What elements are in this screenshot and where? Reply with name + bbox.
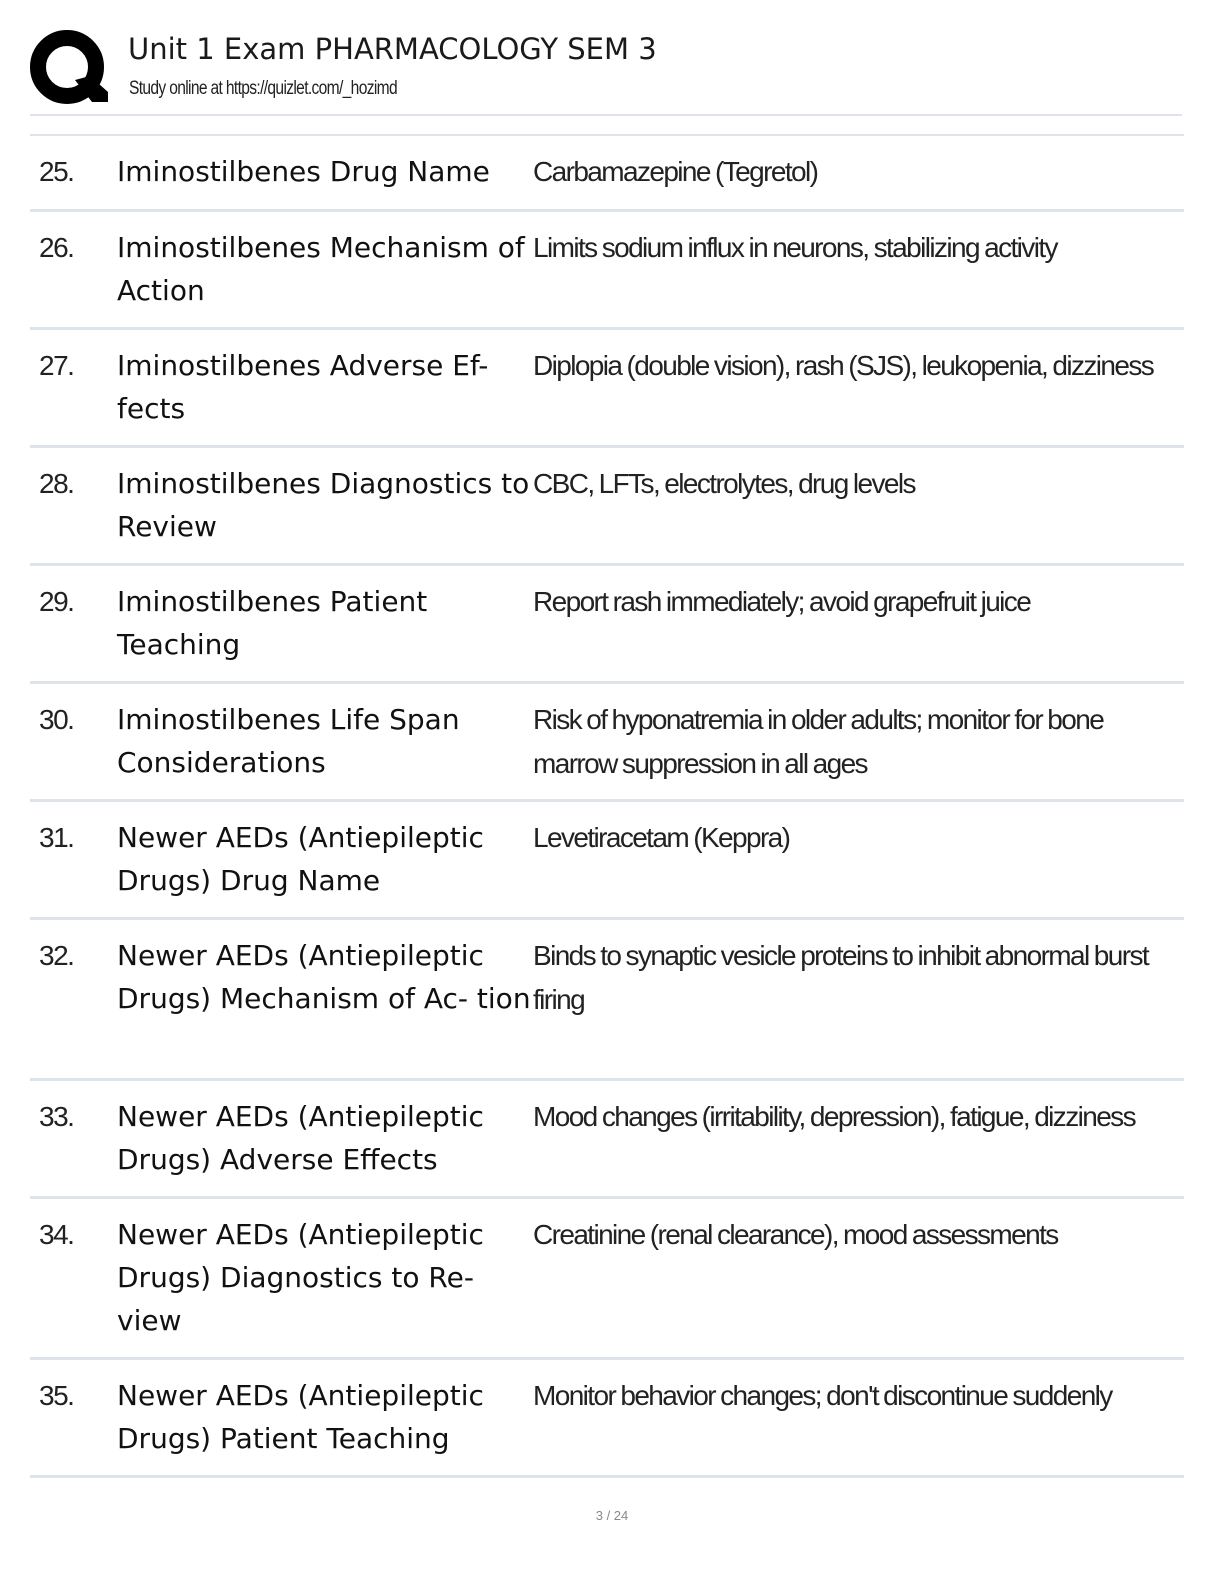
card-definition: Levetiracetam (Keppra) bbox=[533, 822, 790, 853]
card-number: 31. bbox=[39, 822, 74, 853]
card-number: 32. bbox=[39, 940, 74, 971]
card-number: 33. bbox=[39, 1101, 74, 1132]
page-number: 3 / 24 bbox=[595, 1508, 629, 1523]
card-definition: CBC, LFTs, electrolytes, drug levels bbox=[533, 468, 915, 499]
card-term: Iminostilbenes Adverse Ef- fects bbox=[117, 349, 489, 425]
card-number: 30. bbox=[39, 704, 74, 735]
card-term: Newer AEDs (Antiepileptic Drugs) Diagnostics to Re- view bbox=[117, 1218, 484, 1337]
card-definition: Diplopia (double vision), rash (SJS), leukopenia, dizziness bbox=[533, 350, 1154, 381]
card-row bbox=[30, 448, 1184, 566]
card-row bbox=[30, 212, 1184, 330]
flashcard-list bbox=[30, 134, 1184, 1478]
card-row bbox=[30, 330, 1184, 448]
card-term: Newer AEDs (Antiepileptic Drugs) Drug Name bbox=[117, 821, 484, 897]
card-definition: Carbamazepine (Tegretol) bbox=[533, 156, 818, 187]
card-term: Newer AEDs (Antiepileptic Drugs) Patient Teaching bbox=[117, 1379, 484, 1455]
card-number: 35. bbox=[39, 1380, 74, 1411]
study-online-link-text[interactable]: Study online at https://quizlet.com/_hozimd bbox=[129, 78, 397, 99]
page-header bbox=[30, 28, 1182, 116]
card-term: Newer AEDs (Antiepileptic Drugs) Adverse Effects bbox=[117, 1100, 484, 1176]
card-definition: Report rash immediately; avoid grapefruit juice bbox=[533, 586, 1031, 617]
card-number: 29. bbox=[39, 586, 74, 617]
quizlet-q-logo-icon bbox=[30, 30, 108, 108]
card-definition: Creatinine (renal clearance), mood assessments bbox=[533, 1219, 1058, 1250]
card-number: 26. bbox=[39, 232, 74, 263]
card-definition: Limits sodium influx in neurons, stabilizing activity bbox=[533, 232, 1057, 263]
card-term: Newer AEDs (Antiepileptic Drugs) Mechanism of Ac- tion bbox=[117, 939, 531, 1015]
card-row bbox=[30, 566, 1184, 684]
card-row bbox=[30, 1199, 1184, 1360]
card-row bbox=[30, 1360, 1184, 1478]
card-definition: Risk of hyponatremia in older adults; monitor for bone marrow suppression in all ages bbox=[533, 704, 1104, 779]
card-term: Iminostilbenes Mechanism of Action bbox=[117, 231, 525, 307]
document-title: Unit 1 Exam PHARMACOLOGY SEM 3 bbox=[128, 32, 657, 66]
card-definition: Monitor behavior changes; don't discontinue suddenly bbox=[533, 1380, 1112, 1411]
card-row bbox=[30, 802, 1184, 920]
card-number: 34. bbox=[39, 1219, 74, 1250]
card-definition: Binds to synaptic vesicle proteins to inhibit abnormal burst firing bbox=[533, 940, 1149, 1015]
card-number: 25. bbox=[39, 156, 74, 187]
card-term: Iminostilbenes Drug Name bbox=[117, 155, 490, 188]
card-term: Iminostilbenes Patient Teaching bbox=[117, 585, 428, 661]
card-number: 28. bbox=[39, 468, 74, 499]
card-definition: Mood changes (irritability, depression), fatigue, dizziness bbox=[533, 1101, 1135, 1132]
card-number: 27. bbox=[39, 350, 74, 381]
card-term: Iminostilbenes Life Span Considerations bbox=[117, 703, 460, 779]
card-row bbox=[30, 920, 1184, 1081]
card-row bbox=[30, 684, 1184, 802]
card-row bbox=[30, 136, 1184, 212]
card-term: Iminostilbenes Diagnostics to Review bbox=[117, 467, 530, 543]
card-row bbox=[30, 1081, 1184, 1199]
